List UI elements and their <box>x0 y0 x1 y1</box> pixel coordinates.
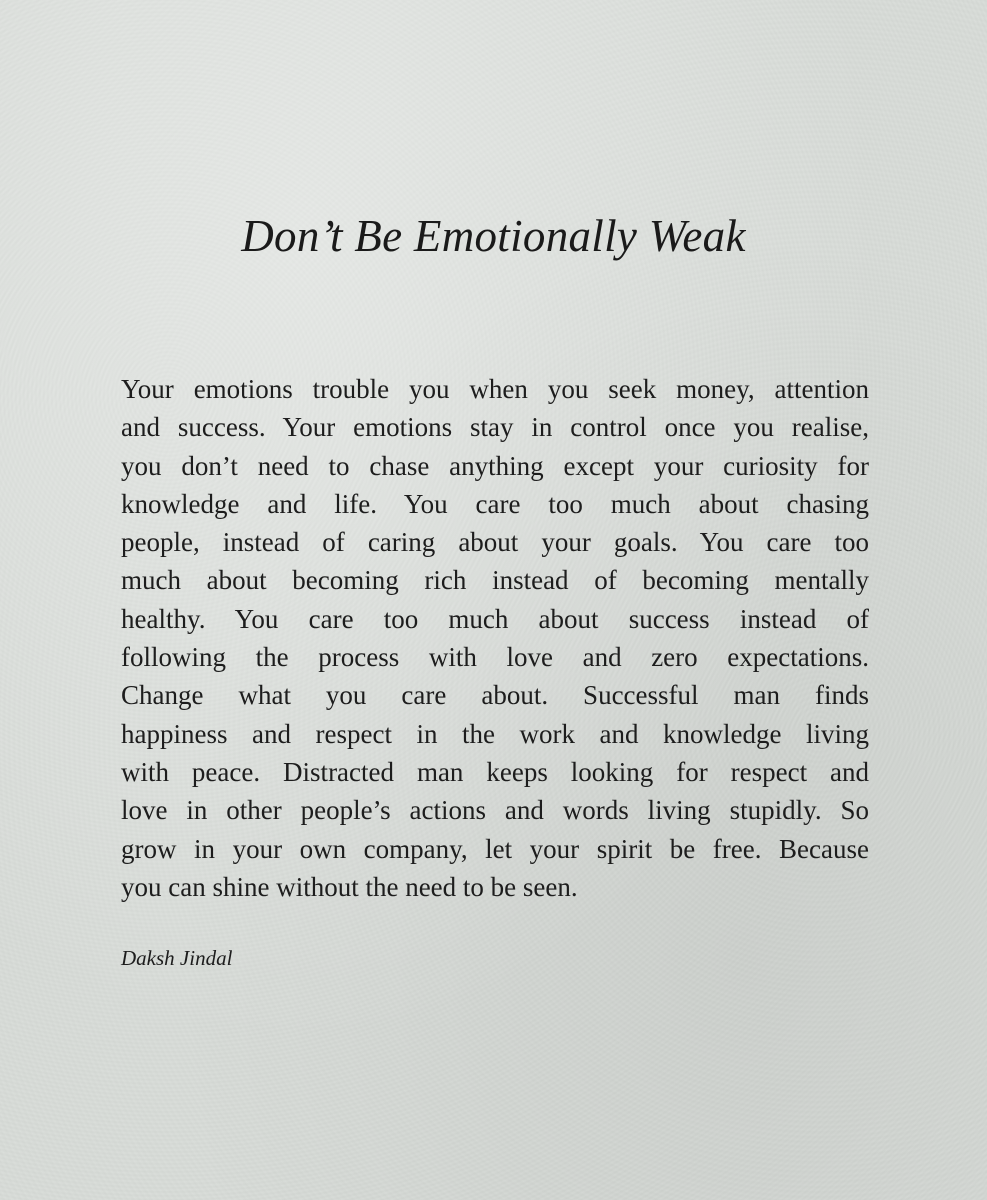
body-line: you don’t need to chase anything except your curiosity for <box>121 450 869 481</box>
body-line: Your emotions trouble you when you seek money, attention <box>121 374 869 404</box>
body-line: knowledge and life. You care too much about chasing <box>121 488 869 519</box>
body-text <box>121 370 869 906</box>
body-line: you can shine without the need to be seen. <box>121 871 578 902</box>
body-line: following the process with love and zero expectations. <box>121 642 869 673</box>
body-line: happiness and respect in the work and knowledge living <box>121 718 869 749</box>
body-line: with peace. Distracted man keeps looking for respect and <box>121 756 869 787</box>
author-signature: Daksh Jindal <box>121 946 233 970</box>
body-line: much about becoming rich instead of becoming mentally <box>121 565 869 596</box>
body-line: people, instead of caring about your goals. You care too <box>121 527 869 558</box>
page-title: Don’t Be Emotionally Weak <box>241 211 746 261</box>
body-line: grow in your own company, let your spirit be free. Because <box>121 833 869 864</box>
body-line: Change what you care about. Successful man finds <box>121 680 869 711</box>
body-line: and success. Your emotions stay in control once you realise, <box>121 412 869 443</box>
body-line: love in other people’s actions and words living stupidly. So <box>121 795 869 826</box>
body-line: healthy. You care too much about success instead of <box>121 603 869 634</box>
